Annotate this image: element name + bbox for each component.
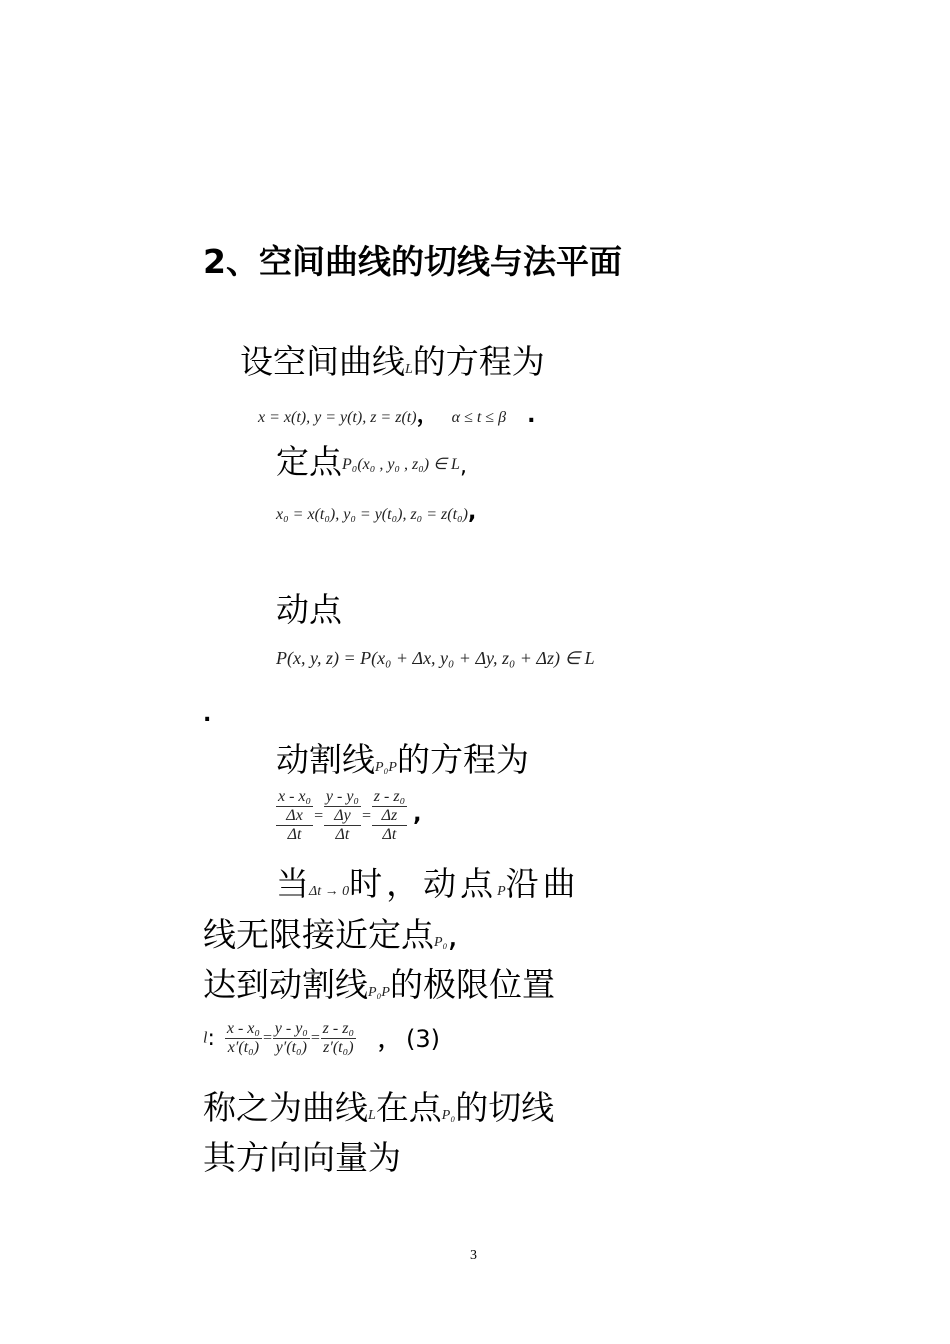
fixed-point-line	[276, 442, 467, 487]
limit-line-1: 当Δt → 0时，动点P沿曲	[276, 864, 580, 903]
secant-fraction-1: x - x₀ Δx Δt	[278, 788, 312, 843]
limit-line-2: 线无限接近定点P₀,	[203, 915, 458, 954]
tangent-fraction-1: $\frac{\text{x - x₀}}{\text{x′(t₀)}}$	[226, 1020, 260, 1056]
fixed-coords-line	[276, 500, 476, 525]
secant-line	[276, 740, 529, 788]
fixed-coords-formula: x₀ = x(t₀), y₀ = y(t₀), z₀ = z(t₀)	[276, 506, 468, 523]
param-range: α ≤ t ≤ β	[451, 409, 507, 426]
fixed-coords-end: ,	[467, 500, 477, 525]
tangent-equation: l: $\frac{\text{x - x₀}}{\text{x′(t₀)}}$ = $\frac{\text{y - y₀}}{\text{y′(t₀)}}$ = $\frac{\text{z - z₀}}{\text{z′(t₀)}}$ ， (3)	[203, 1020, 441, 1056]
secant-fraction-2: y - y₀ Δy Δt	[325, 788, 359, 843]
tangent-fraction-3: $\frac{\text{z - z₀}}{\text{z′(t₀)}}$	[322, 1020, 354, 1056]
secant-variable: P₀P	[375, 760, 397, 775]
tangent-comma: ，	[378, 1028, 401, 1053]
param-end: .	[527, 403, 536, 428]
secant-fraction-3: z - z₀ Δz Δt	[373, 788, 406, 843]
secant-text-2: 的方程为	[396, 740, 529, 779]
curve-variable: L	[405, 362, 413, 377]
delta-t-limit: Δt → 0	[309, 884, 350, 899]
fixed-point-end: ,	[459, 454, 467, 479]
intro-text: 设空间曲线	[240, 342, 405, 381]
fixed-point-formula: P₀(x₀ , y₀ , z₀) ∈ L	[342, 456, 460, 473]
secant-equation: x - x₀ Δx Δt = y - y₀ Δy Δt = z - z₀ Δz Δt ,	[278, 788, 422, 843]
moving-point-formula-line	[276, 648, 595, 669]
tangent-name-line: 称之为曲线L在点P₀的切线	[203, 1088, 555, 1127]
moving-point-label: 动点	[276, 590, 342, 629]
stray-dot: .	[203, 702, 212, 727]
param-equation: x = x(t), y = y(t), z = z(t)	[258, 409, 417, 426]
limit-line-3: 达到动割线P₀P的极限位置	[203, 965, 555, 1004]
page-number: 3	[470, 1248, 477, 1263]
secant-text: 动割线	[276, 740, 375, 779]
section-heading: 2、空间曲线的切线与法平面	[203, 242, 622, 281]
intro-line	[240, 342, 545, 390]
secant-end: ,	[413, 801, 422, 827]
moving-point-formula: P(x, y, z) = P(x₀ + Δx, y₀ + Δy, z₀ + Δz) ∈ L	[276, 648, 595, 668]
equation-tag: (3)	[406, 1024, 441, 1053]
intro-text-2: 的方程为	[412, 342, 545, 381]
tangent-variable: l	[203, 1029, 208, 1047]
fixed-point-label: 定点	[276, 442, 342, 481]
tangent-fraction-2: $\frac{\text{y - y₀}}{\text{y′(t₀)}}$	[274, 1020, 308, 1056]
param-equation-line	[258, 398, 536, 429]
param-separator: ，	[416, 403, 439, 428]
direction-line: 其方向向量为	[203, 1138, 401, 1177]
